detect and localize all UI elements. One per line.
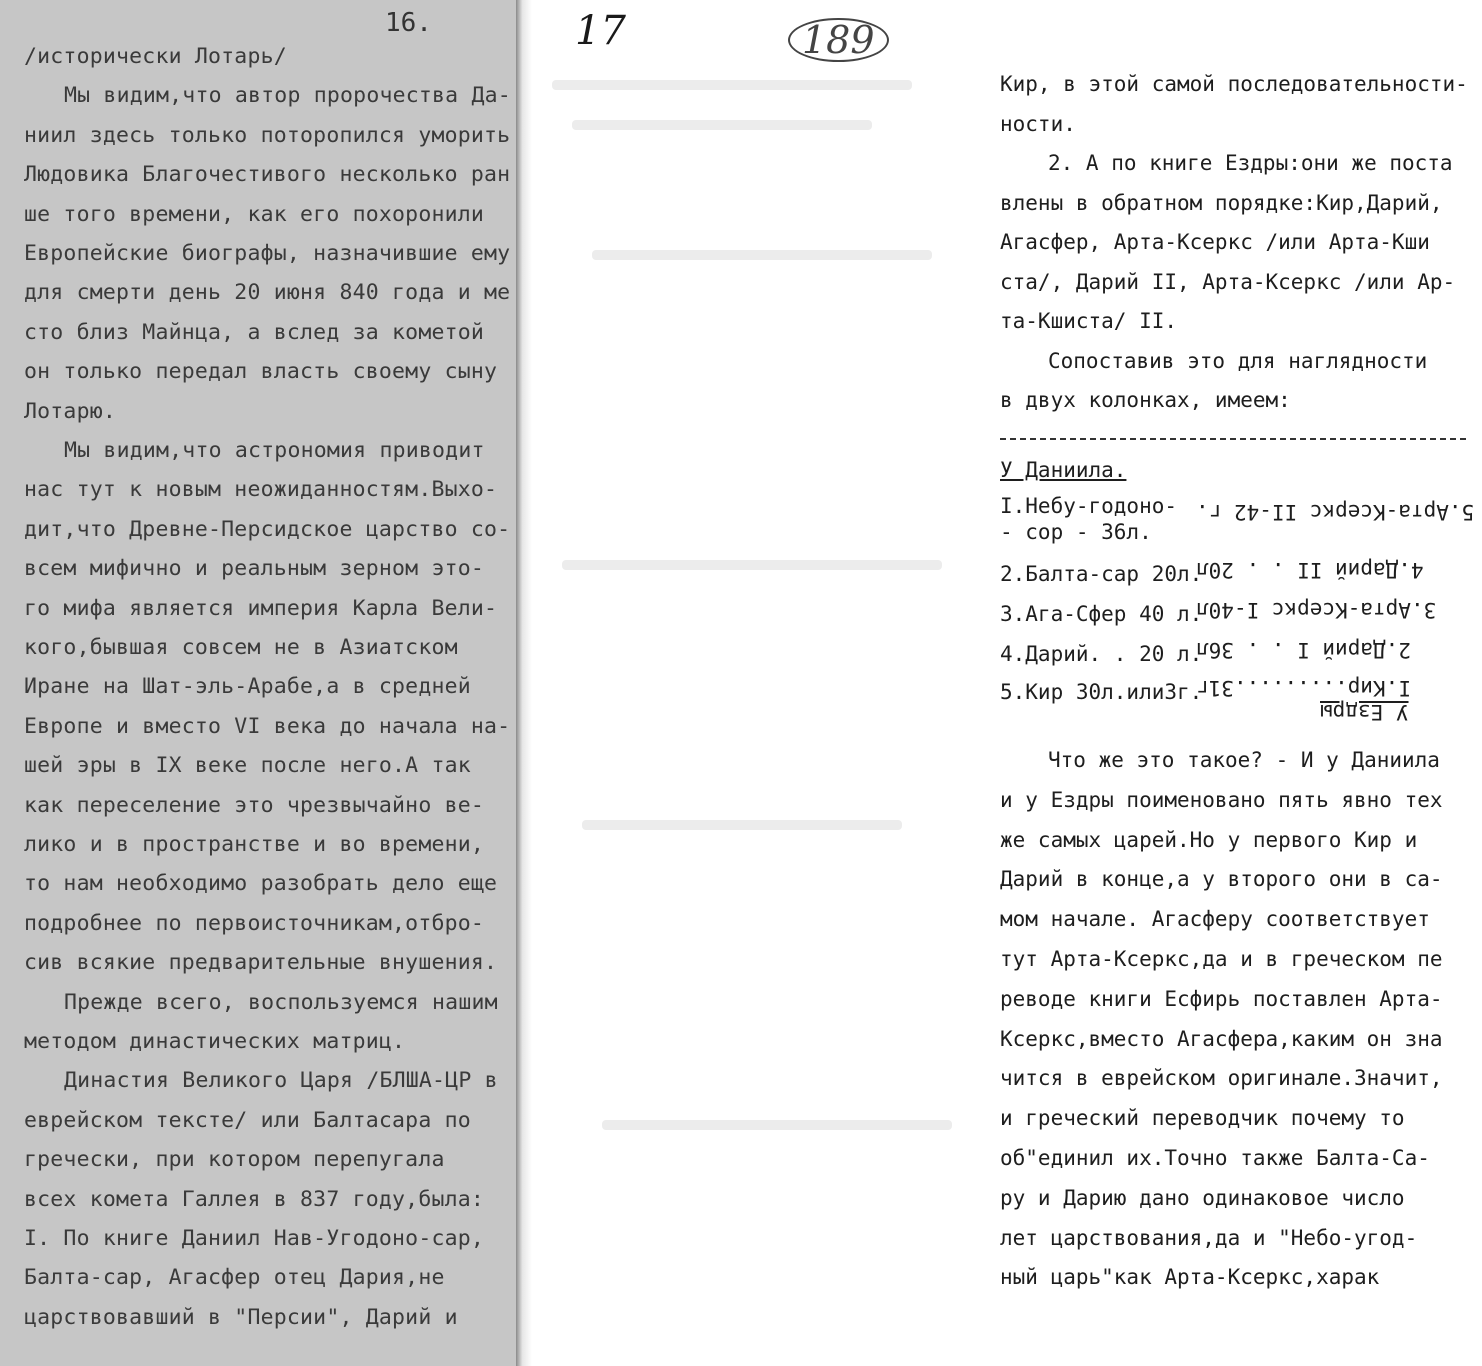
text-line: нас тут к новым неожиданностям.Выхо- [24,477,498,503]
text-line: Ксеркс,вместо Агасфера,каким он зна [1000,1026,1443,1051]
text-line: влены в обратном порядке:Кир,Дарий, [1000,190,1443,215]
text-line: го мифа является империя Карла Вели- [24,595,498,621]
text-line: царствовавший в "Персии", Дарий и [24,1304,458,1330]
daniel-king-row: 4.Дарий. . 20 л. [1000,642,1203,666]
text-line: всем мифично и реальным зерном это- [24,556,485,582]
left-page [0,0,516,1366]
dashed-rule [1000,438,1466,440]
folio-number: 189 [788,18,889,62]
text-line: ниил здесь только поторопился уморить [24,122,511,148]
daniel-king-row: - сор - 36л. [1000,520,1152,544]
daniel-king-row: 2.Балта-сар 20л. [1000,562,1203,586]
column-heading-ezra: У Ездры [1320,700,1409,724]
text-line: всех комета Галлея в 837 году,была: [24,1186,485,1212]
text-line: еврейском тексте/ или Балтасара по [24,1107,471,1133]
text-line: гречески, при котором перепугала [24,1147,445,1173]
text-line: дит,что Древне-Персидское царство со- [24,516,511,542]
text-line: и у Ездры поименовано пять явно тех [1000,787,1443,812]
text-line: подробнее по первоисточникам,отбро- [24,910,485,936]
text-line: лико и в пространстве и во времени, [24,832,485,857]
text-line: Мы видим,что астрономия приводит [64,438,485,463]
text-line: Лотарю. [24,398,117,424]
text-line: Что же это такое? - И у Даниила [1048,748,1440,772]
text-line: ста/, Дарий II, Арта-Ксеркс /или Ар- [1000,269,1456,294]
text-line: и греческий переводчик почему то [1000,1106,1405,1131]
text-line: Людовика Благочестивого несколько ран [24,162,511,188]
text-line: /исторически Лотарь/ [24,44,287,69]
ezra-king-row: I.Кир.........31г [1196,676,1411,700]
daniel-king-row: 3.Ага-Сфер 40 л. [1000,602,1203,626]
text-line: лет царствования,да и "Небо-угод- [1000,1225,1418,1250]
page-gutter [516,0,532,1366]
text-line: мом начале. Агасферу соответствует [1000,907,1430,932]
ezra-king-row: 3.Арта-Ксеркс I-40л [1196,598,1437,622]
ezra-king-row: 4.Дарий II . . 20л [1196,558,1424,582]
text-line: Европейские биографы, назначившие ему [24,241,511,266]
text-line: сто близ Майнца, а вслед за кометой [24,319,485,345]
right-page-number: 17 [575,8,626,54]
text-line: же самых царей.Но у первого Кир и [1000,827,1418,852]
text-line: ности. [1000,111,1076,136]
text-line: Сопоставив это для наглядности [1048,348,1428,373]
text-line: 2. А по книге Ездры:они же поста [1048,151,1453,175]
ezra-king-row: 5.Арта-Ксеркс II-42 г. [1196,500,1475,524]
text-line: I. По книге Даниил Нав-Угодоно-сар, [24,1226,485,1251]
text-line: Балта-сар, Агасфер отец Дария,не [24,1265,445,1291]
text-line: чится в еврейском оригинале.Значит, [1000,1066,1443,1091]
text-line: та-Кшиста/ II. [1000,309,1178,333]
text-line: Агасфер, Арта-Ксеркс /или Арта-Кши [1000,230,1430,254]
text-line: кого,бывшая совсем не в Азиатском [24,635,458,660]
text-line: он только передал власть своему сыну [24,359,498,385]
text-line: Иране на Шат-эль-Арабе,а в средней [24,674,471,700]
text-line: ный царь"как Арта-Ксеркс,харак [1000,1265,1380,1290]
daniel-king-row: 5.Кир 30л.или3г. [1000,680,1203,704]
text-line: реводе книги Есфирь поставлен Арта- [1000,986,1443,1011]
text-line: как переселение это чрезвычайно ве- [24,792,485,818]
text-line: ше того времени, как его похоронили [24,201,485,227]
text-line: Европе и вместо VI века до начала на- [24,713,511,739]
ezra-king-row: 2.Дарий I . . 36л [1196,638,1411,662]
column-heading-daniel: У Даниила. [1000,458,1127,482]
text-line: тут Арта-Ксеркс,да и в греческом пе [1000,947,1443,971]
text-line: методом династических матриц. [24,1029,406,1054]
daniel-king-row: I.Небу-годоно- [1000,494,1178,518]
text-line: то нам необходимо разобрать дело еще [24,871,498,897]
text-line: сив всякие предварительные внушения. [24,950,498,976]
text-line: Мы видим,что автор пророчества Да- [64,83,511,109]
text-line: Дарий в конце,а у второго они в са- [1000,867,1443,892]
text-line: для смерти день 20 июня 840 года и ме [24,280,511,306]
text-line: об"единил их.Точно также Балта-Са- [1000,1146,1430,1170]
text-line: Кир, в этой самой последовательности- [1000,72,1468,96]
text-line: в двух колонках, имеем: [1000,388,1291,412]
text-line: Прежде всего, воспользуемся нашим [64,989,498,1015]
text-line: ру и Дарию дано одинаковое число [1000,1185,1405,1210]
text-line: Династия Великого Царя /БЛША-ЦР в [64,1068,498,1094]
left-page-number: 16. [385,8,432,38]
text-line: шей эры в IX веке после него.А так [24,753,471,779]
